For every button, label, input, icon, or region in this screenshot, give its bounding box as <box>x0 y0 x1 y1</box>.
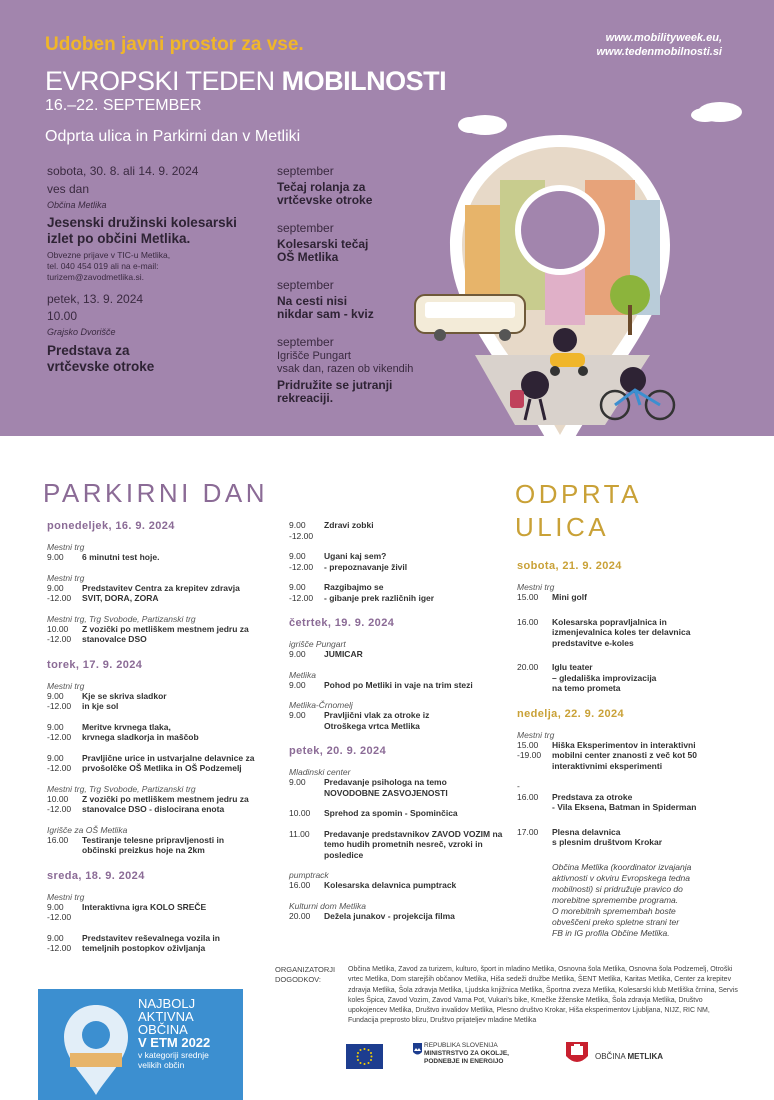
location: igrišče Pungart <box>289 639 346 649</box>
activity: Sprehod za spomin - Spominčica <box>324 808 458 818</box>
award-line: NAJBOLJ <box>138 996 196 1011</box>
organizers-label <box>275 965 335 985</box>
schedule-row <box>517 837 737 848</box>
day-heading: nedelja, 22. 9. 2024 <box>517 707 625 720</box>
schedule-row <box>47 943 272 954</box>
parkirni-dan-heading: PARKIRNI DAN <box>43 478 268 508</box>
website-links[interactable] <box>597 31 723 59</box>
ulica-word: ULICA <box>515 512 610 542</box>
ministry-line: PODNEBJE IN ENERGIJO <box>424 1058 504 1065</box>
schedule-row <box>47 701 272 712</box>
activity: Predavanje psihologa na temo <box>324 777 447 787</box>
schedule-row <box>289 777 511 788</box>
parkirni-column-1 <box>47 520 272 954</box>
schedule-row <box>517 827 737 838</box>
schedule-row <box>47 763 272 774</box>
time: 9.00 <box>47 721 64 732</box>
activity: in kje sol <box>82 701 119 711</box>
time: 9.00 <box>47 932 64 943</box>
time: 9.00 <box>47 582 64 593</box>
schedule-row <box>517 638 737 649</box>
schedule-row <box>289 582 511 593</box>
event-title: Predstava za <box>47 343 130 358</box>
time: 9.00 <box>289 551 306 561</box>
schedule-row <box>289 593 511 604</box>
schedule-row <box>517 781 737 792</box>
event-time: ves dan <box>47 182 90 196</box>
event-email[interactable]: turizem@zavodmetlika.si. <box>47 272 144 282</box>
activity: - gibanje prek različnih iger <box>324 592 435 603</box>
activity: - prepoznavanje živil <box>324 561 408 572</box>
time: -12.00 <box>289 561 314 572</box>
time: 16.00 <box>517 791 539 802</box>
activity: mobilni center znanosti z več kot 50 <box>552 750 698 760</box>
organizers-label-line: DOGODKOV: <box>275 975 321 984</box>
event-month: september <box>277 164 334 178</box>
event-organizer: Občina Metlika <box>47 200 107 210</box>
event-title: Pridružite se jutranji <box>277 378 393 392</box>
schedule-row <box>289 531 511 542</box>
schedule-row <box>47 624 272 635</box>
location: pumptrack <box>289 870 329 880</box>
schedule-row <box>517 592 737 603</box>
schedule-row <box>289 788 511 799</box>
time: 9.00 <box>289 520 306 530</box>
mobility-pin-illustration <box>395 95 774 475</box>
title-bold: MOBILNOSTI <box>281 66 447 96</box>
schedule-row <box>289 911 511 922</box>
schedule-row <box>47 845 272 856</box>
event-title: vrtčevske otroke <box>47 359 155 374</box>
note-line: Občina Metlika (koordinator izvajanja <box>552 861 692 872</box>
activity: Interaktivna igra KOLO SREČE <box>82 901 207 912</box>
odprta-ulica-column <box>517 560 737 939</box>
activity: Otroškega vrtca Metlika <box>324 720 420 731</box>
event-time: 10.00 <box>47 309 78 323</box>
activity: temeljnih postopkov oživljanja <box>82 943 206 953</box>
time: 17.00 <box>517 826 539 837</box>
time: 15.00 <box>517 592 539 602</box>
activity: NOVODOBNE ZASVOJENOSTI <box>324 787 448 798</box>
activity: Mini golf <box>552 592 587 602</box>
location: Mestni trg, Trg Svobode, Partizanski trg <box>47 613 196 624</box>
day-heading: torek, 17. 9. 2024 <box>47 658 143 671</box>
url-tedenmobilnosti[interactable]: www.tedenmobilnosti.si <box>596 46 722 58</box>
time: 16.00 <box>289 880 311 890</box>
activity: Z vozički po metliškem mestnem jedru za <box>82 793 249 804</box>
location: Mestni trg <box>47 572 85 583</box>
day-heading: četrtek, 19. 9. 2024 <box>289 617 395 629</box>
schedule-row <box>517 627 737 638</box>
award-pin-icon <box>56 997 136 1097</box>
activity: Testiranje telesne pripravljenosti in <box>82 834 225 845</box>
ministry-logo-text <box>424 1042 509 1066</box>
activity: prvošolčke OŠ Metlika in OŠ Podzemelj <box>82 763 242 773</box>
activity: - Vila Eksena, Batman in Spiderman <box>552 802 697 812</box>
odprta-ulica-heading <box>515 478 642 544</box>
schedule-row <box>47 835 272 846</box>
intro-left-column <box>47 164 267 375</box>
award-line: AKTIVNA <box>138 1009 194 1024</box>
schedule-row <box>289 880 511 891</box>
activity: izmenjevalnica koles ter delavnica <box>552 627 691 637</box>
time: 9.00 <box>47 901 64 912</box>
event-place: Igrišče Pungart <box>277 350 351 362</box>
time: 15.00 <box>517 739 539 750</box>
award-line: OBČINA <box>138 1022 188 1037</box>
activity: – gledališka improvizacija <box>552 672 657 683</box>
schedule-row <box>289 710 511 721</box>
time: 11.00 <box>289 828 310 839</box>
schedule-row <box>47 804 272 815</box>
location: Mestni trg, Trg Svobode, Partizanski trg <box>47 783 196 794</box>
metlika-logo-text <box>595 1052 663 1061</box>
schedule-row <box>289 839 511 850</box>
activity: na temo prometa <box>552 683 621 693</box>
day-heading: sreda, 18. 9. 2024 <box>47 869 145 882</box>
activity: Pravljični vlak za otroke iz <box>324 710 430 720</box>
activity: Ugani kaj sem? <box>324 551 387 561</box>
schedule-row <box>47 722 272 733</box>
eu-flag-icon <box>346 1044 383 1069</box>
award-line: V ETM 2022 <box>138 1035 211 1050</box>
event-date: petek, 13. 9. 2024 <box>47 292 144 306</box>
day-heading: ponedeljek, 16. 9. 2024 <box>47 520 175 532</box>
location: Igrišče za OŠ Metlika <box>47 824 128 835</box>
schedule-row <box>47 583 272 594</box>
note-line: FB in IG profila Občine Metlika. <box>552 927 670 938</box>
ministry-line: MINISTRSTVO ZA OKOLJE, <box>424 1050 509 1057</box>
schedule-row <box>517 761 737 772</box>
time: 9.00 <box>47 690 64 701</box>
time: - <box>517 781 520 791</box>
event-date: sobota, 30. 8. ali 14. 9. 2024 <box>47 164 199 178</box>
schedule-row <box>47 634 272 645</box>
logo-word: OBČINA <box>595 1052 626 1061</box>
time: -12.00 <box>47 593 72 603</box>
url-mobilityweek[interactable]: www.mobilityweek.eu, <box>605 32 722 44</box>
disclaimer-note <box>552 862 737 939</box>
time: -12.00 <box>47 634 72 644</box>
event-title: Jesenski družinski kolesarski <box>47 215 237 230</box>
schedule-row <box>47 691 272 702</box>
activity: Predstavitev Centra za krepitev zdravja <box>82 582 240 593</box>
award-line: velikih občin <box>138 1060 185 1070</box>
slogan: Udoben javni prostor za vse. <box>45 34 304 55</box>
schedule-row <box>289 680 511 691</box>
title-light: EVROPSKI TEDEN <box>45 66 275 96</box>
activity: Predstavitev reševalnega vozila in <box>82 932 220 943</box>
event-title: Tečaj rolanja za <box>277 180 366 194</box>
event-schedule: vsak dan, razen ob vikendih <box>277 363 414 375</box>
activity: Hiška Eksperimentov in interaktivni <box>552 739 696 750</box>
schedule-row <box>517 683 737 694</box>
location: Mladinski center <box>289 767 351 777</box>
note-line: morebitne spremembe programa. <box>552 894 679 905</box>
metlika-coat-of-arms-icon <box>565 1040 589 1068</box>
event-title: OŠ Metlika <box>277 250 339 264</box>
time: 9.00 <box>289 582 306 592</box>
activity: Iglu teater <box>552 662 593 672</box>
time: 16.00 <box>517 616 539 627</box>
time: 10.00 <box>47 793 69 804</box>
award-line: v kategoriji srednje <box>138 1050 209 1060</box>
schedule-row <box>47 552 272 563</box>
location: Mestni trg <box>47 680 85 691</box>
activity: Meritve krvnega tlaka, <box>82 721 171 732</box>
event-place: Grajsko Dvorišče <box>47 327 116 337</box>
event-month: september <box>277 335 334 349</box>
activity: Kolesarska popravljalnica in <box>552 616 667 627</box>
event-title: rekreaciji. <box>277 391 334 405</box>
schedule-row <box>47 933 272 944</box>
schedule-row <box>517 617 737 628</box>
activity: posledice <box>324 849 364 860</box>
note-line: obveščeni preko spletne strani ter <box>552 916 680 927</box>
event-title: izlet po občini Metlika. <box>47 231 191 246</box>
schedule-row <box>47 753 272 764</box>
time: 9.00 <box>289 710 306 720</box>
schedule-row <box>289 562 511 573</box>
schedule-row <box>289 649 511 660</box>
activity: Predavanje predstavnikov ZAVOD VOZIM na <box>324 828 503 839</box>
event-title: Na cesti nisi <box>277 294 348 308</box>
time: -12.00 <box>47 804 72 814</box>
activity: JUMICAR <box>324 649 363 659</box>
cloud-icon <box>458 102 742 135</box>
activity: Plesna delavnica <box>552 826 621 837</box>
schedule-row <box>47 902 272 913</box>
activity: Kje se skriva sladkor <box>82 690 167 701</box>
schedule-row <box>289 551 511 562</box>
schedule-row <box>517 740 737 751</box>
time: -12.00 <box>47 943 72 953</box>
event-title: nikdar sam - kviz <box>277 307 374 321</box>
time: -12.00 <box>47 912 72 922</box>
time: -19.00 <box>517 750 542 760</box>
schedule-row <box>517 792 737 803</box>
event-month: september <box>277 278 334 292</box>
schedule-row <box>47 794 272 805</box>
award-box <box>38 989 243 1100</box>
schedule-row <box>47 593 272 604</box>
bus-icon <box>415 295 525 341</box>
event-note: Obvezne prijave v TIC-u Metlika, <box>47 250 171 260</box>
activity: stanovalce DSO - dislocirana enota <box>82 804 225 814</box>
organizers-list: Občina Metlika, Zavod za turizem, kulturo, šport in mladino Metlika, Osnovna šola Metlika, Osnovna šola Podzemelj, Otroški vrtec Metlika, Dom starejših občanov Metlika, Hiša sedeži družbe Metlika, ŠENT Metlika, Karitas Metlika, Center za krepitev zdravja Metlika, Šola zdravja Metlika, Ljudska knjižnica Metlika, Športna zveza Metlika, Kolesarski klub Metliška črnina, Servis koles Špica, Zavod Vozim, Zavod Varna Pot, Vukari's bike, Kmečke žženske Metlika, Šola zdravja Metlika, Društvo upokojencev Metlika, Društvo invalidov Metlika, Plesno društvo Krokar, Hiša eksperimentov Ljubljana, NIJZ, RIC NM, Fundacija preprosto blizu, Društvo prijateljev mladine Metlika <box>348 966 738 1025</box>
location: Kulturni dom Metlika <box>289 900 367 911</box>
activity: Dežela junakov - projekcija filma <box>324 910 455 921</box>
schedule-row <box>47 912 272 923</box>
activity: Predstava za otroke <box>552 791 633 802</box>
activity: 6 minutni test hoje. <box>82 552 160 562</box>
note-line: mobilnosti) si pridružuje pravico do <box>552 883 683 894</box>
time: 9.00 <box>47 552 64 562</box>
time: 20.00 <box>289 910 311 921</box>
schedule-row <box>289 520 511 531</box>
schedule-row <box>289 721 511 732</box>
slovenia-coat-of-arms-icon <box>413 1043 422 1057</box>
location: Metlika <box>289 669 316 680</box>
time: -12.00 <box>47 732 72 742</box>
activity: predstavitve e-koles <box>552 637 634 648</box>
activity: Razgibajmo se <box>324 582 384 592</box>
logo-word: METLIKA <box>627 1052 664 1061</box>
schedule-row <box>289 829 511 840</box>
event-title: Kolesarski tečaj <box>277 237 369 251</box>
activity: krvnega sladkorja in maščob <box>82 732 199 742</box>
event-dates: 16.–22. SEPTEMBER <box>45 97 202 114</box>
activity: Kolesarska delavnica pumptrack <box>324 880 457 890</box>
time: -12.00 <box>47 763 72 773</box>
location: Mestni trg <box>47 542 85 552</box>
schedule-row <box>289 808 511 819</box>
activity: Pravljične urice in ustvarjalne delavnice za <box>82 752 255 763</box>
activity: Z vozički po metliškem mestnem jedru za <box>82 623 249 634</box>
parkirni-column-2 <box>289 520 511 921</box>
time: -12.00 <box>47 701 72 711</box>
time: -12.00 <box>289 592 314 603</box>
time: 20.00 <box>517 662 539 672</box>
activity: SVIT, DORA, ZORA <box>82 593 159 603</box>
activity: občinski preizkus hoje na 2km <box>82 845 205 855</box>
time: 16.00 <box>47 834 69 845</box>
time: 9.00 <box>289 679 306 690</box>
ministry-line: REPUBLIKA SLOVENIJA <box>424 1042 498 1049</box>
location: Metlika-Črnomelj <box>289 700 353 710</box>
odprta-word: ODPRTA <box>515 479 642 509</box>
event-note: tel. 040 454 019 ali na e-mail: <box>47 261 159 271</box>
location: Mestni trg <box>517 729 555 740</box>
activity: s plesnim društvom Krokar <box>552 837 663 847</box>
organizers-label-line: ORGANIZATORJI <box>275 965 336 974</box>
schedule-row <box>517 750 737 761</box>
note-line: O morebitnih spremembah boste <box>552 905 676 916</box>
time: -12.00 <box>289 530 314 541</box>
activity: Pohod po Metliki in vaje na trim stezi <box>324 679 473 690</box>
activity: Zdravi zobki <box>324 520 374 530</box>
schedule-row <box>517 673 737 684</box>
award-text <box>138 997 210 1070</box>
schedule-row <box>47 732 272 743</box>
time: 9.00 <box>289 649 306 659</box>
day-heading: petek, 20. 9. 2024 <box>289 745 387 757</box>
location: Mestni trg <box>517 582 555 592</box>
event-month: september <box>277 221 334 235</box>
note-line: aktivnosti v okviru Evropskega tedna <box>552 872 690 883</box>
event-title: vrtčevske otroke <box>277 193 373 207</box>
poster-subtitle: Odprta ulica in Parkirni dan v Metliki <box>45 128 301 145</box>
schedule-row <box>517 662 737 673</box>
time: 9.00 <box>289 777 306 787</box>
schedule-row <box>517 802 737 813</box>
time: 9.00 <box>47 752 64 763</box>
activity: stanovalce DSO <box>82 634 147 644</box>
day-heading: sobota, 21. 9. 2024 <box>517 560 622 572</box>
schedule-row <box>289 850 511 861</box>
location: Mestni trg <box>47 891 85 902</box>
time: 10.00 <box>289 808 311 818</box>
time: 10.00 <box>47 623 69 634</box>
poster-title <box>45 66 446 97</box>
activity: temo hudih prometnih nesreč, vzroki in <box>324 839 483 849</box>
activity: interaktivnimi eksperimenti <box>552 760 663 771</box>
